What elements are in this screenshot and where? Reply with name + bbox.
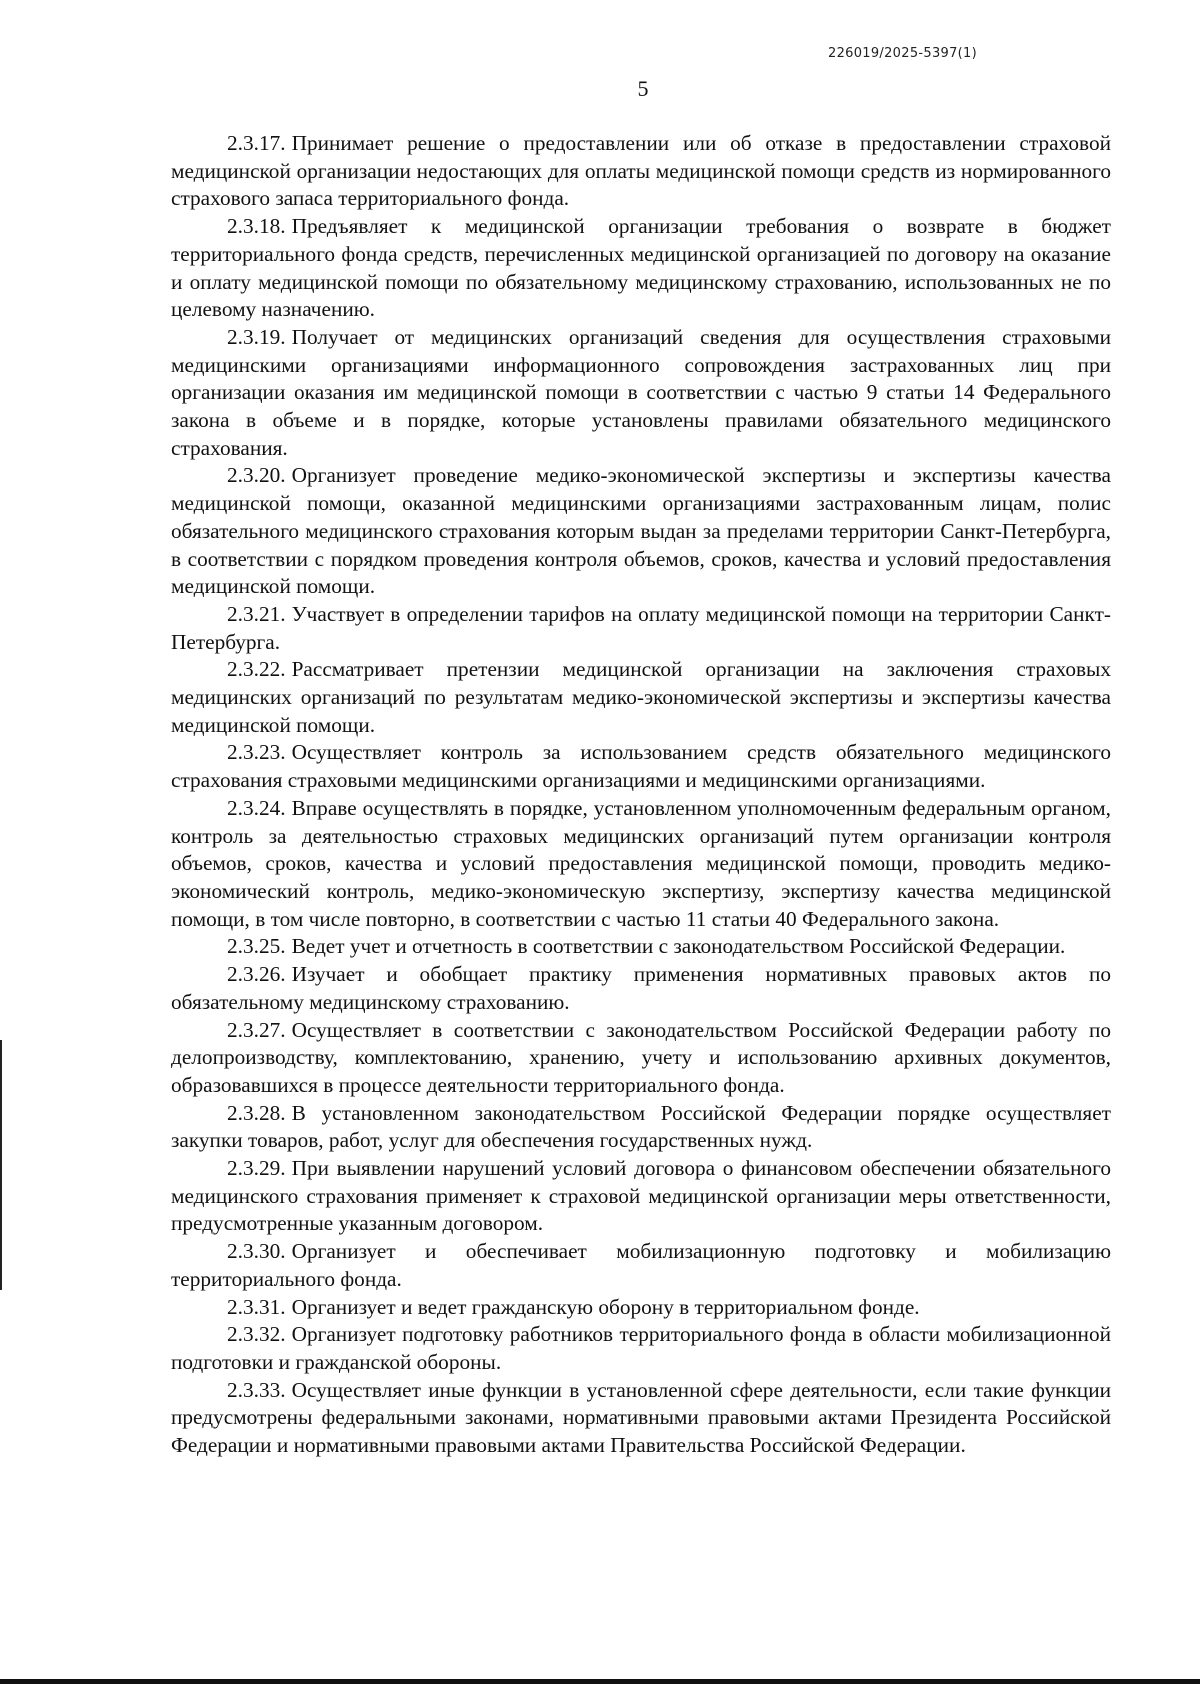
clause-2-3-25 — [171, 933, 1111, 961]
clause-text: Осуществляет контроль за использованием средств обязательного медицинского страхования страховыми медицинскими организациями и медицинскими организациями. — [171, 740, 1111, 793]
clause-text: Принимает решение о предоставлении или об отказе в предоставлении страховой медицинской организации недостающих для оплаты медицинской помощи средств из нормированного страхового запаса территориального фонда. — [171, 131, 1111, 211]
clause-number: 2.3.21. — [227, 601, 286, 626]
clause-text: Получает от медицинских организаций сведения для осуществления страховыми медицинскими организациями информационного сопровождения застрахованных лиц при организации оказания им медицинской помощи в соответствии с частью 9 статьи 14 Федерального закона в объеме и в порядке, которые установлены правилами обязательного медицинского страхования. — [171, 324, 1111, 460]
document-body — [171, 130, 1111, 1460]
clause-text: При выявлении нарушений условий договора о финансовом обеспечении обязательного медицинского страхования применяет к страховой медицинской организации меры ответственности, предусмотренные указанным договором. — [171, 1156, 1111, 1236]
clause-number: 2.3.23. — [227, 740, 286, 765]
clause-number: 2.3.32. — [227, 1322, 286, 1347]
clause-2-3-18 — [171, 213, 1111, 324]
clause-text: Организует подготовку работников территориального фонда в области мобилизационной подготовки и гражданской обороны. — [171, 1322, 1111, 1374]
clause-text: Осуществляет в соответствии с законодательством Российской Федерации работу по делопроизводству, комплектованию, хранению, учету и использованию архивных документов, образовавшихся в процессе деятельности территориального фонда. — [171, 1017, 1111, 1097]
clause-text: Участвует в определении тарифов на оплату медицинской помощи на территории Санкт-Петербурга. — [171, 601, 1111, 654]
clause-2-3-33 — [171, 1377, 1111, 1460]
clause-2-3-17 — [171, 130, 1111, 213]
clause-number: 2.3.18. — [227, 214, 286, 239]
clause-text: Изучает и обобщает практику применения нормативных правовых актов по обязательному медицинскому страхованию. — [171, 962, 1111, 1014]
clause-number: 2.3.31. — [227, 1294, 286, 1319]
clause-2-3-28 — [171, 1100, 1111, 1155]
clause-number: 2.3.29. — [227, 1156, 286, 1181]
clause-number: 2.3.20. — [227, 463, 286, 488]
scan-edge-left — [0, 1040, 2, 1290]
document-number: 226019/2025-5397(1) — [828, 46, 977, 61]
clause-text: Вправе осуществлять в порядке, установленном уполномоченным федеральным органом, контроль за деятельностью страховых медицинских организаций путем организации контроля объемов, сроков, качества и условий предоставления медицинской помощи, проводить медико-экономический контроль, медико-экономическую экспертизу, экспертизу качества медицинской помощи, в том числе повторно, в соответствии с частью 11 статьи 40 Федерального закона. — [171, 795, 1111, 931]
clause-2-3-22 — [171, 656, 1111, 739]
clause-2-3-21 — [171, 601, 1111, 656]
scan-edge-bottom — [0, 1679, 1200, 1684]
clause-2-3-19 — [171, 324, 1111, 463]
clause-text: Предъявляет к медицинской организации требования о возврате в бюджет территориального фонда средств, перечисленных медицинской организацией по договору на оказание и оплату медицинской помощи по обязательному медицинскому страхованию, использованных не по целевому назначению. — [171, 214, 1111, 322]
clause-number: 2.3.17. — [227, 131, 286, 155]
clause-number: 2.3.27. — [227, 1017, 286, 1042]
clause-text: Ведет учет и отчетность в соответствии с законодательством Российской Федерации. — [291, 934, 1066, 959]
clause-2-3-29 — [171, 1155, 1111, 1238]
clause-2-3-32 — [171, 1321, 1111, 1376]
clause-number: 2.3.19. — [227, 324, 286, 349]
clause-text: Рассматривает претензии медицинской организации на заключения страховых медицинских организаций по результатам медико-экономической экспертизы и экспертизы качества медицинской помощи. — [171, 657, 1111, 737]
clause-text: В установленном законодательством Российской Федерации порядке осуществляет закупки товаров, работ, услуг для обеспечения государственных нужд. — [171, 1100, 1111, 1153]
clause-number: 2.3.30. — [227, 1239, 286, 1264]
clause-text: Осуществляет иные функции в установленной сфере деятельности, если такие функции предусмотрены федеральными законами, нормативными правовыми актами Президента Российской Федерации и нормативными правовыми актами Правительства Российской Федерации. — [171, 1377, 1111, 1458]
clause-2-3-26 — [171, 961, 1111, 1016]
clause-2-3-30 — [171, 1238, 1111, 1293]
clause-2-3-27 — [171, 1017, 1111, 1100]
clause-number: 2.3.33. — [227, 1377, 286, 1402]
clause-text: Организует и ведет гражданскую оборону в территориальном фонде. — [291, 1294, 920, 1319]
clause-2-3-20 — [171, 462, 1111, 601]
clause-2-3-24 — [171, 795, 1111, 934]
clause-number: 2.3.28. — [227, 1100, 286, 1125]
clause-text: Организует и обеспечивает мобилизационную подготовку и мобилизацию территориального фонда. — [171, 1239, 1111, 1291]
clause-number: 2.3.25. — [227, 934, 286, 959]
clause-number: 2.3.22. — [227, 657, 286, 682]
clause-2-3-31 — [171, 1294, 1111, 1322]
clause-number: 2.3.24. — [227, 795, 286, 820]
page-number: 5 — [637, 76, 649, 101]
clause-2-3-23 — [171, 739, 1111, 794]
clause-text: Организует проведение медико-экономической экспертизы и экспертизы качества медицинской помощи, оказанной медицинскими организациями застрахованным лицам, полис обязательного медицинского страхования которым выдан за пределами территории Санкт-Петербурга, в соответствии с порядком проведения контроля объемов, сроков, качества и условий предоставления медицинской помощи. — [171, 463, 1111, 599]
clause-number: 2.3.26. — [227, 962, 286, 987]
